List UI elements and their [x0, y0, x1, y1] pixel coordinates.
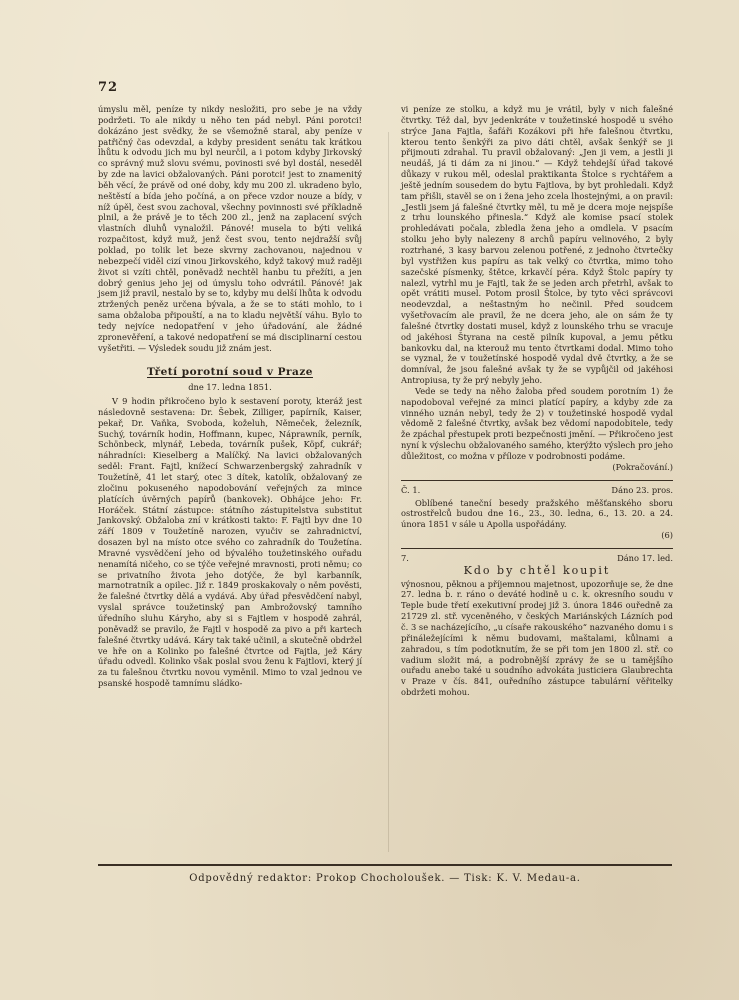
advert-1-header: [401, 485, 673, 496]
advert-2-number: 7.: [401, 552, 409, 563]
footer-rule: [98, 864, 672, 866]
section-date: dne 17. ledna 1851.: [188, 382, 272, 393]
advert-2-header: [401, 553, 673, 564]
advert-1-signature: (6): [661, 530, 673, 541]
column-divider: [388, 132, 389, 852]
advert-divider: [401, 548, 673, 549]
indictment-paragraph: Vede se tedy na něho žaloba před soudem porotním 1) že napodoboval veřejné za minci platící papíry, a kdyby zde za vinného uznán nebyl, tedy že 2) v toužetinské hospodě vydal vědomě 2 falešné čtvrtky, avšak bez vědomí napodobitele, tedy že zpáchal přestupek proti bezpečnosti jmění. — Přikročeno jest nyní k výslechu obžalovaného samého, kterýžto výslech pro jeho důležitost, co možna v příloze v podrobnosti podáme.: [401, 385, 673, 461]
trial-report-paragraph: V 9 hodin přikročeno bylo k sestavení poroty, kteráž jest následovně sestavena: Dr. Šebek, Zilliger, papírník, Kaiser, pekař, Dr. Vaňka, Svoboda, koželuh, Němeček, železník, Suchý, továrník hodin, Hoffmann, kupec, Náprawník, perník, Schönbeck, mlynář, Lebeda, továrník pušek, Köpf, cukrář; náhradníci: Kieselberg a Malíčký. Na lavici obžalovaných seděl: Frant. Fajtl, knížecí Schwarzenbergský zahradník v Toužetíně, 41 let starý, otec 3 dítek, katolík, obžalovaný ze zločinu pokuseného napodobování veřejných za mince platících úvěrných papírů (bankovek). Obhájce jeho: Fr. Horáček. Státní zástupce: státního zástupitelstva substitut Jankovský. Obžaloba zní v krátkosti takto: F. Fajtl byv dne 10 září 1809 v Toužetíně narozen, vyučiv se zahradnictví, dosazen byl na místo otce svého co zahradník do Toužetína. Mravné vysvědčení jeho od bývalého toužetinského ouřadu nenamítá ničeho, co se týče veřejné mravnosti, proti němu; co se privatního života jeho dotýče, že byl karbanník, marnotratník a opilec. Již r. 1849 proskakovaly o něm pověsti, že falešné čtvrtky dělá a vydává. Aby úřad přesvědčení nabyl, vyslal správce toužetinský pan Ambrožovský tamního úředního sluhu Káryho, aby si s Fajtlem v hospodě zahrál, poněvadž se pravilo, že Fajtl v hospodě za pivo a při kartech falešné čtvrtky udává. Káry tak také učinil, a skutečně obdržel ve hře on a Kolinko po falešné čtvrtce od Fajtla, jež Káry úřadu odvedl. Kolinko však poslal svou ženu k Fajtlovi, který jí za tu falešnou čtvrtku novou vyměnil. Mimo to vzal jednou ve psanské hospodě tamnímu sládko-: [98, 396, 362, 689]
advert-2-date: Dáno 17. led.: [617, 552, 673, 563]
section-heading-third-jury-trial: Třetí porotní soud v Praze: [147, 366, 313, 379]
trial-report-continued: vi peníze ze stolku, a když mu je vrátil, byly v nich falešné čtvrtky. Též dal, byv jedenkráte v toužetinské hospodě u svého strýce Jana Fajtla, šafáři Kozákovi při hře falešnou čtvrtku, kterou tento šenkýři za pivo dáti chtěl, avšak šenkýř se ji přijmouti zdrahal. Tu pravil obžalovaný: „Jen ji vem, a jestli ji neudáš, já ti dám za ni jinou.“ — Když tehdejší úřad takové důkazy v rukou měl, odeslal praktikanta Štolce s rychtářem a ještě jedním sousedem do bytu Fajtlova, by byt prohledali. Když tam přišli, stavěl se on i žena jeho zcela lhostejnými, a on pravil: „Jestli jsem já falešné čtvrtky měl, tu mě je dcera moje nejspíše z trhu lounského přinesla.“ Když ale komise psací stolek prohledávati počala, zbledla žena jeho a omdlela. V psacím stolku jeho byly nalezeny 8 archů papíru velinového, 2 byly roztrhané, 3 kasy barvou zelenou potřené, z jednoho čtvrtečky byl vystřižen kus papíru as tak velký co čtvrtka, mimo toho sazečské písmenky, štětce, krkavčí péra. Když Štolc papíry ty nalezl, vytrhl mu je Fajtl, tak že se jeden arch přetrhl, avšak to opět vrátiti musel. Potom prosil Štolce, by tyto věci správcovi neodevzdal, a neštastným ho nečinil. Před soudcem vyšetřovacím ale pravil, že ne dcera jeho, ale on sám že ty falešné čtvrtky dostati musel, když z lounského trhu se vracuje od jakéhosi Štyrana na cestě pilník kupoval, a jemu pětku bankovku dal, na kterouž mu tento čtvrtkami dodal. Mimo toho se vyznal, že v toužetínské hospodě vydal dvě čtvrtky, a že se domníval, že jsou falešné avšak ty že se vypůjčil od jakéhosi Antropiusa, ty že prý nebyly jeho.: [401, 104, 673, 386]
left-column: [98, 104, 362, 689]
advert-1-text: Oblíbené taneční besedy pražského měšťanského sboru ostrostřelců budou dne 16., 23., 30. ledna, 6., 13. 20. a 24. února 1851 v sále u Apolla uspořádány.: [401, 497, 673, 530]
advert-1-number: Č. 1.: [401, 484, 421, 495]
imprint-footer: Odpovědný redaktor: Prokop Chocholoušek. — Tisk: K. V. Medau-a.: [189, 873, 581, 884]
advert-2-title: Kdo by chtěl koupit: [463, 563, 611, 577]
page-number: 72: [98, 80, 119, 95]
advert-2-text: výnosnou, pěknou a příjemnou majetnost, upozorňuje se, že dne 27. ledna b. r. ráno o deváté hodině u c. k. okresního soudu v Teple bude třetí exekutivní prodej již 3. února 1846 ouředně za 21729 zl. stř. vyceněného, v českých Mariánských Lázních pod č. 3 se nacházejícího, „u císaře rakouského“ nazvaného domu i s přináležejícími k němu budovami, maštalami, kůlnami a zahradou, s tím podotknutím, že se při tom jen 1800 zl. stř. co vadium složit má, a podrobnější zprávy že se u tamějšího ouřadu anebo také u soudního advokáta justiciera Glaubrechta v Praze v čís. 841, ouředního zástupce tabulární věřitelky obdržeti mohou.: [401, 578, 673, 698]
trial-speech-paragraph: úmyslu měl, peníze ty nikdy nesložiti, pro sebe je na vždy podržeti. To ale nikdy u něho ten pád nebyl. Páni porotci! dokázáno jest svědky, že se všemožně staral, aby peníze v patřičný čas odevzdal, a kdyby president senátu tak krátkou lhůtu k odvodu jich mu byl neurčil, a i potom kdyby Jirkovský co správný muž slovu svému, povinosti své byl dostál, neseděl by zde na lavici obžalovaných. Páni porotci! jest to znamenitý běh věcí, že právě od oné doby, kdy mu 200 zl. ukradeno bylo, neštěstí a bída jeho počíná, a on přece vzdor nouze a bídy, v níž úpěl, čest svou zachoval, všechny povinnosti své příkladně plnil, a že právě je to těch 200 zl., jenž na zaplacení svých vlastních dluhů vynaložil. Pánové! musela to býti veliká rozpačitost, když muž, jenž čest svou, tento nejdražší svůj poklad, po tolik let beze skvrny zachovanou, najednou v nebezpečí viděl cizí vinou Jirkovského, když takový muž raději život si vzíti chtěl, poněvadž nechtěl hanbu tu přežíti, a jen dobrý genius jeho jej od úmyslu toho odvrátil. Pánové! jak jsem již pravil, nestalo by se to, kdyby mu delší lhůta k odvodu ztržených peněz určena bývala, a že se to státi mohlo, to i sama obžaloba připouští, a na to kladu největší váhu. Bylo to tedy nejvíce nedopatření v jeho úřadování, ale žádné zpronevěření, a takové nedopatření se má disciplinarní cestou vyšetřiti. — Výsledek soudu již znám jest.: [98, 104, 362, 353]
advert-divider: [401, 480, 673, 481]
right-column: [401, 104, 673, 698]
advert-1-date: Dáno 23. pros.: [611, 484, 673, 495]
continuation-note: (Pokračování.): [612, 461, 673, 472]
